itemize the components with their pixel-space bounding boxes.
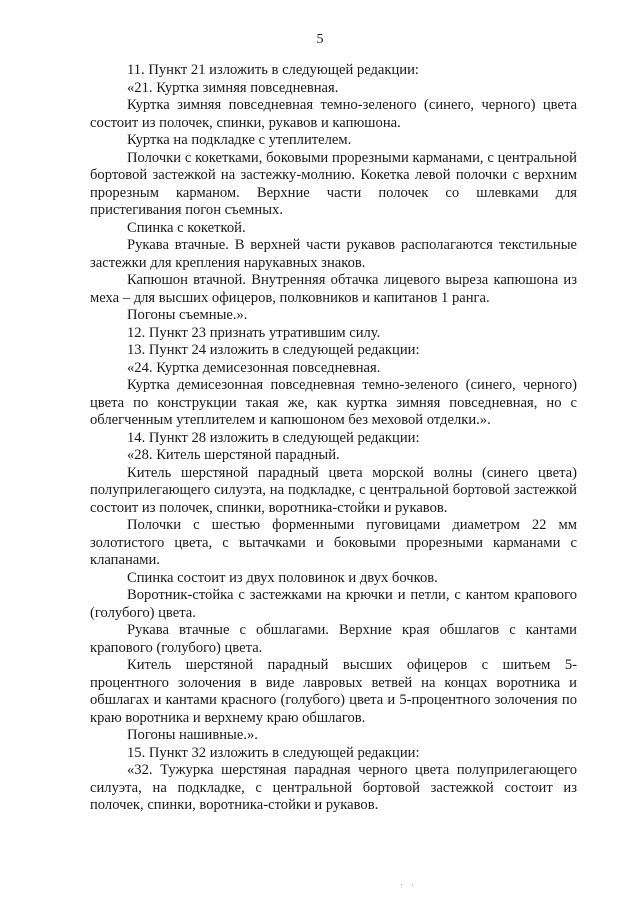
- paragraph: «21. Куртка зимняя повседневная.: [127, 79, 339, 96]
- paragraph: «24. Куртка демисезонная повседневная.: [127, 359, 381, 376]
- paragraph: Куртка на подкладке с утеплителем.: [127, 132, 352, 148]
- paragraph: Спинка состоит из двух половинок и двух бочков.: [127, 569, 438, 586]
- paragraph: Полочки с шестью форменными пуговицами диаметром 22 мм золотистого цвета, с вытачками и боковыми прорезными карманами с клапанами.: [90, 517, 577, 568]
- paragraph: Спинка с кокеткой.: [127, 219, 246, 236]
- paragraph: Китель шерстяной парадный высших офицеров с шитьем 5-процентного золочения в виде лавровых ветвей на концах воротника и обшлагах и кантами красного (голубого) цвета и 5-процентного золочения по краю воротника и верхнему краю обшлагов.: [90, 657, 577, 726]
- paragraph: Воротник-стойка с застежками на крючки и петли, с кантом крапового (голубого) цвета.: [90, 587, 577, 621]
- paragraph: 14. Пункт 28 изложить в следующей редакции:: [127, 429, 420, 446]
- footer-mark: · ·: [400, 880, 418, 890]
- paragraph: «32. Тужурка шерстяная парадная черного цвета полуприлегающего силуэта, на подкладке, с центральной бортовой застежкой состоит из полочек, спинки, воротника-стойки и рукавов.: [90, 762, 577, 813]
- paragraph: Капюшон втачной. Внутренняя обтачка лицевого выреза капюшона из меха – для высших офицеров, полковников и капитанов 1 ранга.: [90, 272, 577, 306]
- paragraph: Полочки с кокетками, боковыми прорезными карманами, с центральной бортовой застежкой на застежку-молнию. Кокетка левой полочки с верхним прорезным карманом. Верхние части полочек со шлевками для пристегивания погон съемных.: [90, 149, 577, 218]
- paragraph: 11. Пункт 21 изложить в следующей редакции:: [127, 62, 419, 78]
- paragraph: Погоны съемные.».: [127, 307, 248, 323]
- paragraph: Куртка демисезонная повседневная темно-зеленого (синего, черного) цвета по конструкции такая же, как куртка зимняя повседневная, но с облегченным утеплителем и капюшоном без меховой отделки.».: [90, 377, 577, 428]
- page-number: 5: [316, 32, 324, 47]
- document-body: [90, 62, 577, 815]
- paragraph: Погоны нашивные.».: [127, 727, 258, 743]
- paragraph: Куртка зимняя повседневная темно-зеленого (синего, черного) цвета состоит из полочек, спинки, рукавов и капюшона.: [90, 97, 577, 131]
- paragraph: 15. Пункт 32 изложить в следующей редакции:: [127, 744, 420, 761]
- paragraph: Китель шерстяной парадный цвета морской волны (синего цвета) полуприлегающего силуэта, на подкладке, с центральной бортовой застежкой состоит из полочек, спинки, воротника-стойки и рукавов.: [90, 464, 577, 516]
- paragraph: Рукава втачные. В верхней части рукавов располагаются текстильные застежки для крепления нарукавных знаков.: [90, 237, 577, 271]
- paragraph: 12. Пункт 23 признать утратившим силу.: [127, 324, 381, 341]
- paragraph: Рукава втачные с обшлагами. Верхние края обшлагов с кантами крапового (голубого) цвета.: [90, 622, 577, 656]
- paragraph: «28. Китель шерстяной парадный.: [127, 447, 340, 463]
- paragraph: 13. Пункт 24 изложить в следующей редакции:: [127, 342, 420, 358]
